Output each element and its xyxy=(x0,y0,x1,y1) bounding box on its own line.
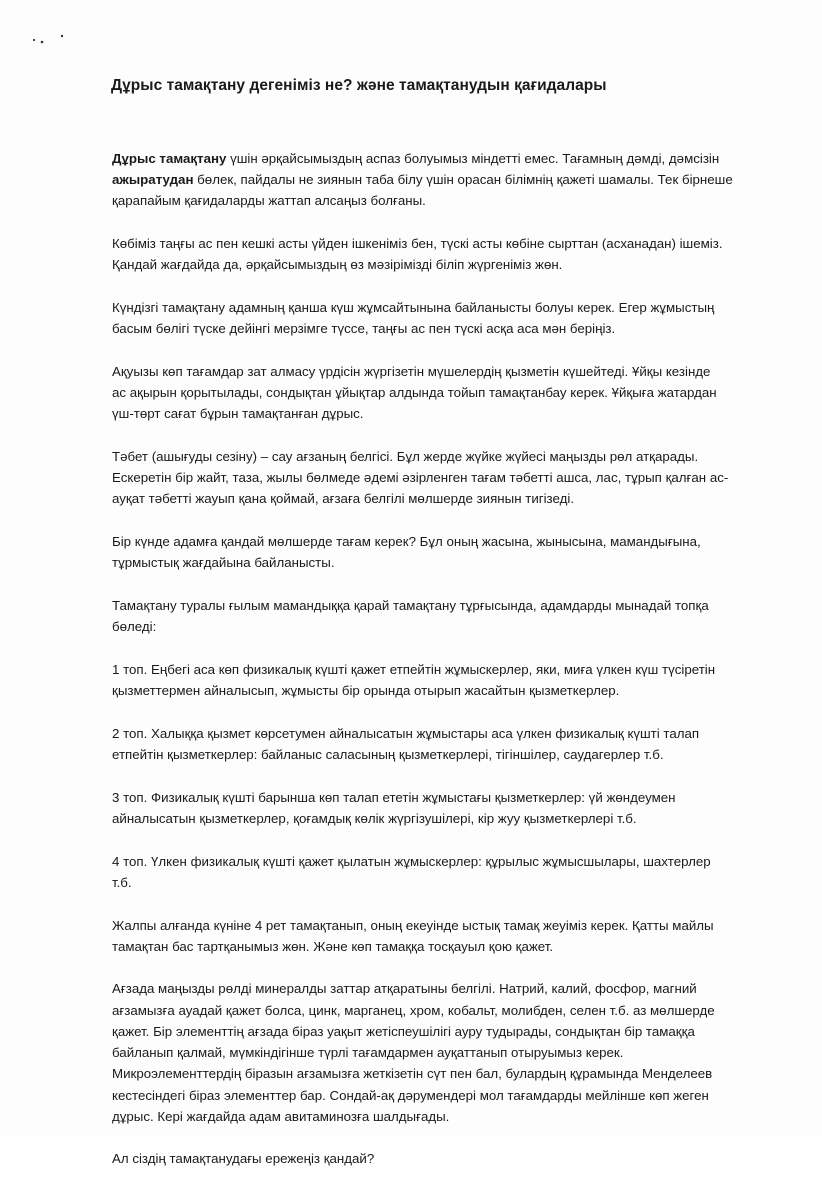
paragraph-line: қажет. Бір элементтің ағзада біраз уақыт жетіспеушілігі ауру тудырады, сондықтан бір тамаққа xyxy=(112,1023,695,1039)
paragraph-line: Ақуызы көп тағамдар зат алмасу үрдісін жүргізетін мүшелердің қызметін күшейтеді. Ұйқы кезінде xyxy=(112,363,711,379)
paragraph-line: 3 топ. Физикалық күшті барынша көп талап ететін жұмыстағы қызметкерлер: үй жөндеумен xyxy=(112,789,676,805)
paragraph-line: 2 топ. Халыққа қызмет көрсетумен айналысатын жұмыстары аса үлкен физикалық күшті талап xyxy=(112,725,700,741)
paragraph-line: тұрмыстық жағдайына байланысты. xyxy=(112,555,335,571)
paragraph xyxy=(112,531,780,573)
paragraph-line: Көбіміз таңғы ас пен кешкі асты үйден ішкеніміз бен, түскі асты көбіне сырттан (асханадан) ішеміз. xyxy=(112,236,723,252)
paragraph-line: басым бөлігі түске дейінгі мерзімге түссе, таңғы ас пен түскі асқа аса мән беріңіз. xyxy=(112,321,616,337)
paragraph-line: байланып қалмай, мүмкіндігінше түрлі тағамдармен ауқаттанып отыруымыз керек. xyxy=(112,1045,624,1061)
paragraph xyxy=(112,659,780,701)
paragraph-line: 1 топ. Еңбегі аса көп физикалық күшті қажет етпейтін жұмыскерлер, яки, миға үлкен күш түсіретін xyxy=(112,661,716,677)
paragraph-line: ас ақырын қорытылады, сондықтан ұйықтар алдында тойып тамақтанбау керек. Ұйқыға жатардан xyxy=(112,385,717,401)
intro-paragraph xyxy=(112,148,780,212)
paragraph-line: тамақтан бас тартқанымыз жөн. Және көп тамаққа тосқауыл қою қажет. xyxy=(112,938,554,954)
paragraph-line: ауқат тәбетті жауып қана қоймай, ағзаға белгілі мөлшерде зиянын тигізеді. xyxy=(112,491,575,507)
paragraph-line: Микроэлементтердің біразын ағзамызға жеткізетін сүт пен бал, булардың құрамында Менделеев xyxy=(112,1066,713,1082)
intro-line-1-rest: үшін әрқайсымыздың аспаз болуымыз міндетті емес. Тағамның дәмді, дәмсізін xyxy=(226,151,720,166)
paragraph-line: үш-төрт сағат бұрын тамақтанған дұрыс. xyxy=(112,406,364,422)
document-title: Дұрыс тамақтану дегеніміз не? және тамақтанудын қағидалары xyxy=(111,77,607,94)
paragraph-line: Жалпы алғанда күніне 4 рет тамақтанып, оның екеуінде ыстық тамақ жеуіміз керек. Қатты майлы xyxy=(112,917,714,933)
document-body xyxy=(112,148,780,1191)
paragraph xyxy=(112,446,780,510)
paragraph xyxy=(112,915,780,957)
paragraph-line: т.б. xyxy=(112,874,132,890)
paragraph-line: дұрыс. Кері жағдайда адам авитаминозға шалдығады. xyxy=(112,1108,450,1124)
paragraph-line: Ескеретін бір жайт, таза, жылы бөлмеде әдемі әзірленген тағам тәбетті ашса, лас, тұрып қалған ас- xyxy=(112,470,729,486)
paragraph xyxy=(112,297,780,339)
paragraph-line: бөледі: xyxy=(112,619,157,635)
intro-line-2-rest: бөлек, пайдалы не зиянын таба білу үшін орасан білімнің қажеті шамалы. Тек бірнеше xyxy=(193,172,733,188)
paragraph-line: Тәбет (ашығуды сезіну) – сау ағзаның белгісі. Бұл жерде жүйке жүйесі маңызды рөл атқарады. xyxy=(112,449,699,465)
paragraph-line: ағзамызға ауадай қажет болса, цинк, марганец, хром, кобальт, молибден, селен т.б. аз мөлшерде xyxy=(112,1002,715,1018)
paragraph-line: Ал сіздің тамақтанудағы ережеңіз қандай? xyxy=(112,1151,375,1167)
paragraph xyxy=(112,787,780,829)
intro-bold-lead: Дұрыс тамақтану xyxy=(112,151,227,166)
paragraph-line: Ағзада маңызды рөлді минералды заттар атқаратыны белгілі. Натрий, калий, фосфор, магний xyxy=(112,981,697,997)
paragraph xyxy=(112,233,780,275)
paragraph xyxy=(112,723,780,765)
intro-line-2 xyxy=(112,169,780,190)
paragraph-line: айналысатын қызметкерлер, қоғамдық көлік жүргізушілері, кір жуу қызметкерлері т.б. xyxy=(112,810,637,826)
paragraph-line: Тамақтану туралы ғылым мамандыққа қарай тамақтану тұрғысында, адамдарды мынадай топқа xyxy=(112,598,709,614)
intro-line-3: қарапайым қағидаларды жаттап алсаңыз болғаны. xyxy=(112,193,426,209)
intro-line-2-bold: ажыратудан xyxy=(112,172,194,188)
paragraph xyxy=(112,595,780,637)
scan-specks xyxy=(30,30,80,50)
paragraph-line: Күндізгі тамақтану адамның қанша күш жұмсайтынына байланысты болуы керек. Егер жұмыстың xyxy=(112,300,715,316)
paragraph-line: Бір күнде адамға қандай мөлшерде тағам керек? Бұл оның жасына, жынысына, мамандығына, xyxy=(112,534,701,550)
paragraph xyxy=(112,1148,780,1169)
paragraph-line: етпейтін қызметкерлер: байланыс саласының қызметкерлері, тігіншілер, саудагерлер т.б. xyxy=(112,747,664,763)
paragraph xyxy=(112,851,780,893)
paragraph xyxy=(112,361,780,425)
paragraph-line: Қандай жағдайда да, әрқайсымыздың өз мәзірімізді біліп жүргеніміз жөн. xyxy=(112,257,563,273)
paragraph-line: 4 топ. Үлкен физикалық күшті қажет қылатын жұмыскерлер: құрылыс жұмысшылары, шахтерлер xyxy=(112,853,711,869)
paragraph-line: қызметтермен айналысып, жұмысты бір орында отырып жасайтын қызметкерлер. xyxy=(112,683,620,699)
paragraph-line: кестесіндегі біраз элементтер бар. Сондай-ақ дәрумендері мол тағамдарды мейлінше көп жеген xyxy=(112,1087,709,1103)
intro-line-1 xyxy=(112,148,780,169)
paragraph xyxy=(112,978,780,1126)
paragraph-list xyxy=(112,233,780,1170)
